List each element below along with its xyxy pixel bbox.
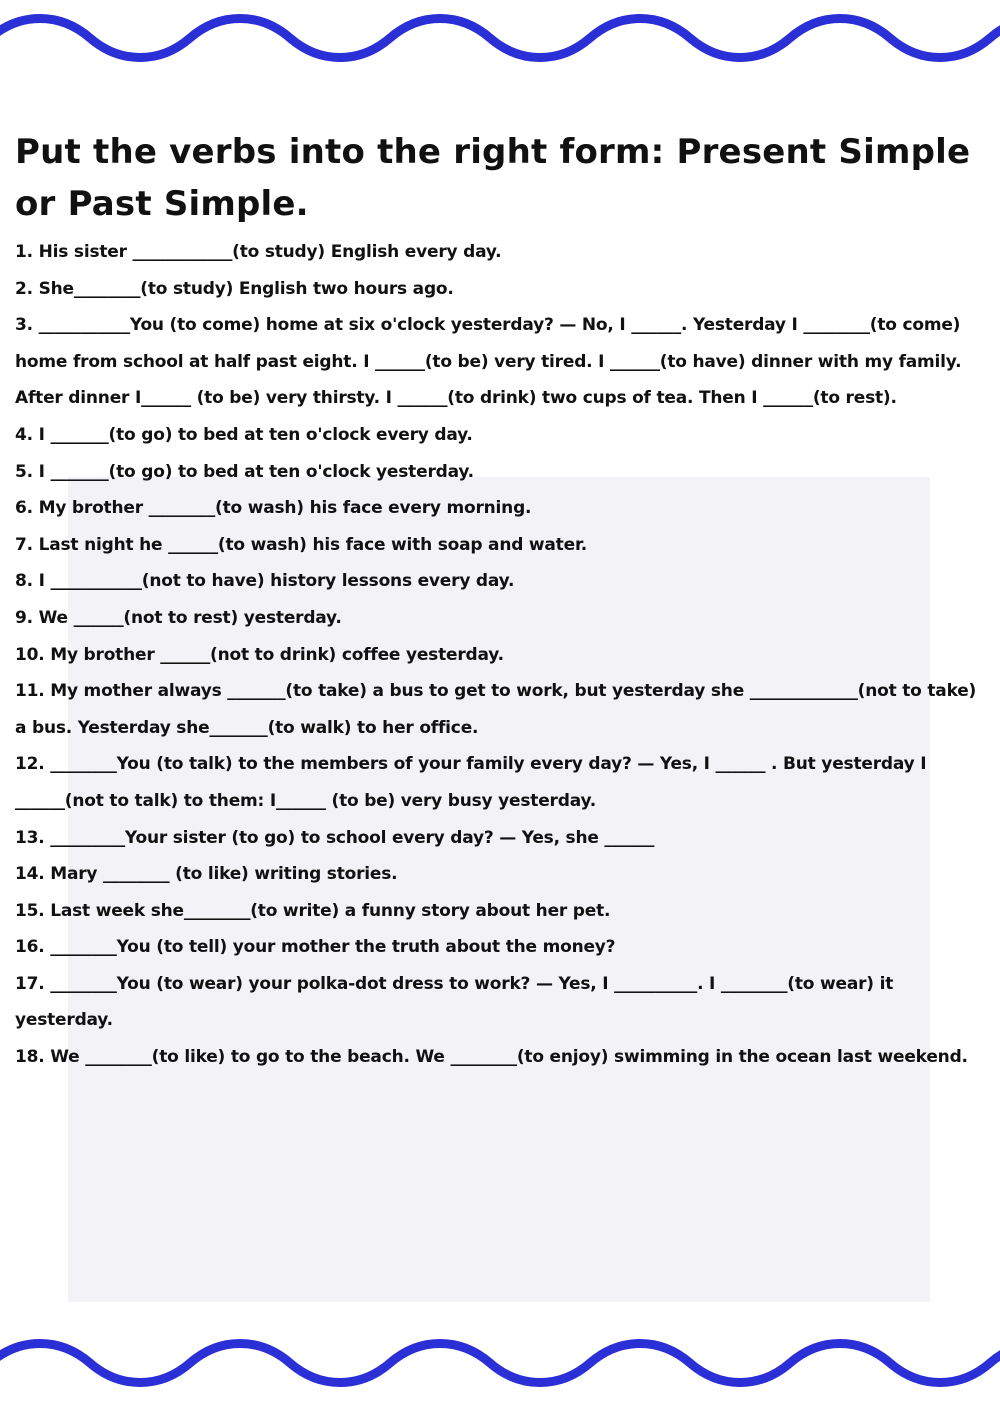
exercise-item: 2. She________(to study) English two hours ago. xyxy=(15,278,454,299)
exercise-item: 13. _________Your sister (to go) to school every day? — Yes, she ______ xyxy=(15,827,655,848)
exercise-item: 10. My brother ______(not to drink) coffee yesterday. xyxy=(15,644,504,665)
exercise-item: 15. Last week she________(to write) a funny story about her pet. xyxy=(15,900,611,921)
exercise-list xyxy=(15,234,990,1076)
exercise-item: 14. Mary ________ (to like) writing stories. xyxy=(15,864,398,885)
exercise-item: 17. ________You (to wear) your polka-dot dress to work? — Yes, I __________. I ________(to wear) it yesterday. xyxy=(15,973,894,1031)
worksheet-title: Put the verbs into the right form: Present Simple or Past Simple. xyxy=(15,132,971,224)
exercise-item: 1. His sister ____________(to study) English every day. xyxy=(15,242,502,262)
exercise-item: 18. We ________(to like) to go to the beach. We ________(to enjoy) swimming in the ocean last weekend. xyxy=(15,1047,968,1068)
exercise-item: 9. We ______(not to rest) yesterday. xyxy=(15,607,342,628)
top-wave-line xyxy=(0,19,1000,58)
exercise-item: 12. ________You (to talk) to the members of your family every day? — Yes, I ______ . But yesterday I ______(not to talk) to them: I______ (to be) very busy yesterday. xyxy=(15,754,927,811)
exercise-item: 16. ________You (to tell) your mother the truth about the money? xyxy=(15,937,616,958)
exercise-item: 5. I _______(to go) to bed at ten o'clock yesterday. xyxy=(15,461,474,482)
exercise-item: 4. I _______(to go) to bed at ten o'clock every day. xyxy=(15,424,473,445)
bottom-wave-line xyxy=(0,1344,1000,1383)
exercise-item: 6. My brother ________(to wash) his face every morning. xyxy=(15,498,532,519)
bottom-wave-border xyxy=(0,1335,1000,1395)
exercise-item: 3. ___________You (to come) home at six o'clock yesterday? — No, I ______. Yesterday I ________(to come) home from school at half past eight. I ______(to be) very tired. I ______(to have) dinner with my family. After dinner I______ (to be) very thirsty. I ______(to drink) two cups of tea. Then I ______(to rest). xyxy=(15,315,962,409)
top-wave-border xyxy=(0,10,1000,70)
exercise-item: 11. My mother always _______(to take) a bus to get to work, but yesterday she _____________(not to take) a bus. Yesterday she_______(to walk) to her office. xyxy=(15,681,977,738)
worksheet xyxy=(15,126,990,1076)
exercise-item: 8. I ___________(not to have) history lessons every day. xyxy=(15,571,515,592)
exercise-item: 7. Last night he ______(to wash) his face with soap and water. xyxy=(15,534,587,555)
